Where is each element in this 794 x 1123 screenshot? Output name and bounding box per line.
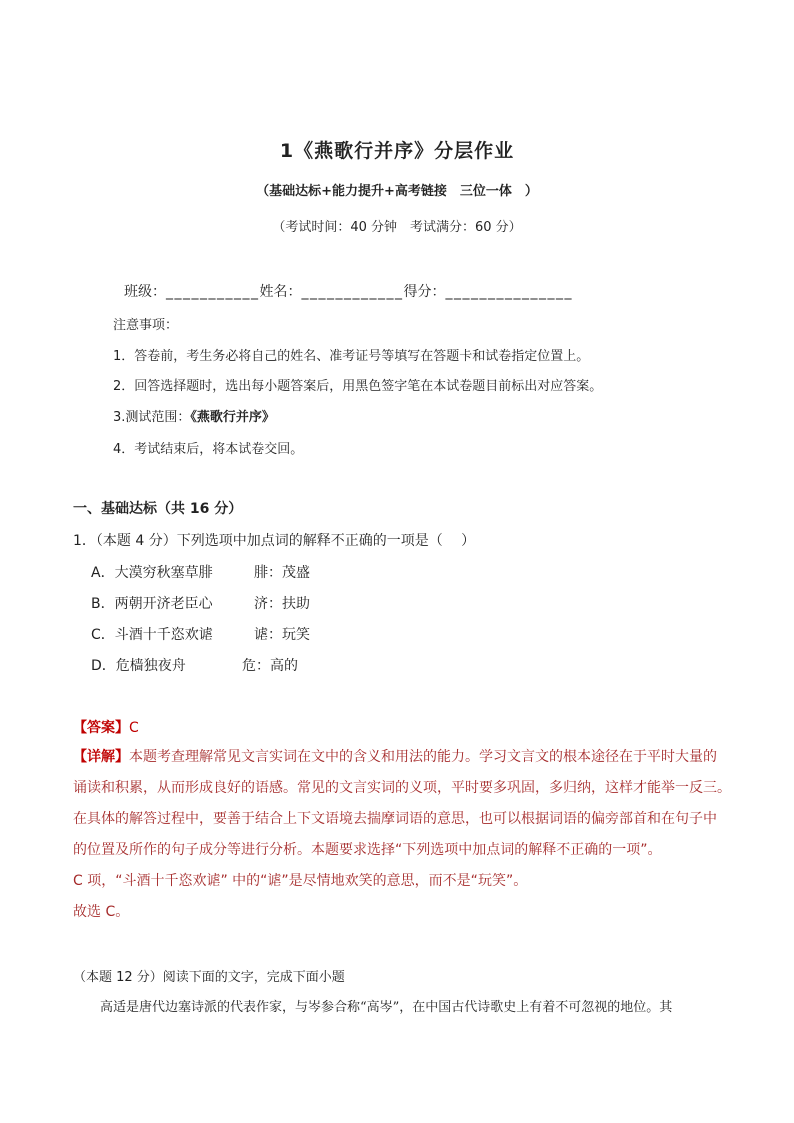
option-d-gloss: 危：高的 (242, 658, 298, 674)
notice-scope-value: 《燕歌行并序》 (190, 410, 275, 425)
option-b-text: B．两朝开济老臣心 (91, 596, 213, 612)
notice-item-3 (113, 406, 275, 425)
class-label: 班级： (124, 284, 166, 300)
detail-text-1: 本题考查理解常见文言实词在文中的含义和用法的能力。学习文言文的根本途径在于平时大量的 (129, 749, 717, 765)
option-c-gloss: 谑：玩笑 (254, 627, 310, 643)
answer-value: C (129, 720, 139, 736)
document-subtitle: （基础达标+能力提升+高考链接 三位一体 ） (256, 184, 538, 199)
option-a-text: A．大漠穷秋塞草腓 (91, 565, 213, 581)
notice-item-2: 2．回答选择题时，选出每小题答案后，用黑色签字笔在本试卷题目前标出对应答案。 (113, 379, 603, 394)
detail-line-4: 的位置及所作的句子成分等进行分析。本题要求选择“下列选项中加点词的解释不正确的一项”。 (73, 842, 662, 858)
student-info-row (124, 281, 573, 301)
detail-line-1 (73, 742, 717, 773)
option-a[interactable] (91, 562, 213, 582)
score-blank[interactable]: _______________ (445, 284, 573, 300)
option-d[interactable] (91, 655, 186, 675)
option-a-gloss: 腓：茂盛 (254, 565, 310, 581)
option-d-text: D．危樯独夜舟 (91, 658, 186, 674)
reading-passage: 高适是唐代边塞诗派的代表作家，与岑参合称“高岑”，在中国古代诗歌史上有着不可忽视的地位。其 (100, 1000, 673, 1015)
detail-line-2: 诵读和积累，从而形成良好的语感。常见的文言实词的义项，平时要多巩固，多归纳，这样才能举一反三。 (73, 780, 731, 796)
notice-heading: 注意事项： (113, 318, 179, 333)
detail-line-3: 在具体的解答过程中，要善于结合上下文语境去揣摩词语的意思，也可以根据词语的偏旁部首和在句子中 (73, 811, 717, 827)
detail-line-6: 故选 C。 (73, 904, 130, 920)
name-label: 姓名： (259, 284, 302, 300)
option-c[interactable] (91, 624, 213, 644)
option-c-text: C．斗酒十千恣欢谑 (91, 627, 213, 643)
section-heading: 一、基础达标（共 16 分） (73, 501, 243, 517)
exam-info: （考试时间：40 分钟 考试满分：60 分） (272, 220, 522, 235)
answer-tag: 【答案】 (73, 720, 129, 736)
question-1-stem: 1．（本题 4 分）下列选项中加点词的解释不正确的一项是（ ） (73, 533, 476, 549)
notice-scope-label: 3.测试范围： (113, 410, 191, 425)
notice-item-4: 4．考试结束后，将本试卷交回。 (113, 442, 304, 457)
class-blank[interactable]: ___________ (166, 284, 260, 300)
score-label: 得分： (403, 284, 446, 300)
name-blank[interactable]: ____________ (301, 284, 404, 300)
detail-line-5: C 项，“斗酒十千恣欢谑” 中的“谑”是尽情地欢笑的意思，而不是“玩笑”。 (73, 873, 528, 889)
document-title: 1《燕歌行并序》分层作业 (279, 140, 515, 162)
question-2-stem: （本题 12 分）阅读下面的文字，完成下面小题 (73, 970, 345, 985)
notice-item-1: 1．答卷前，考生务必将自己的姓名、准考证号等填写在答题卡和试卷指定位置上。 (113, 349, 590, 364)
detail-tag: 【详解】 (73, 749, 129, 765)
answer-line (73, 717, 139, 737)
option-b-gloss: 济：扶助 (254, 596, 310, 612)
option-b[interactable] (91, 593, 213, 613)
